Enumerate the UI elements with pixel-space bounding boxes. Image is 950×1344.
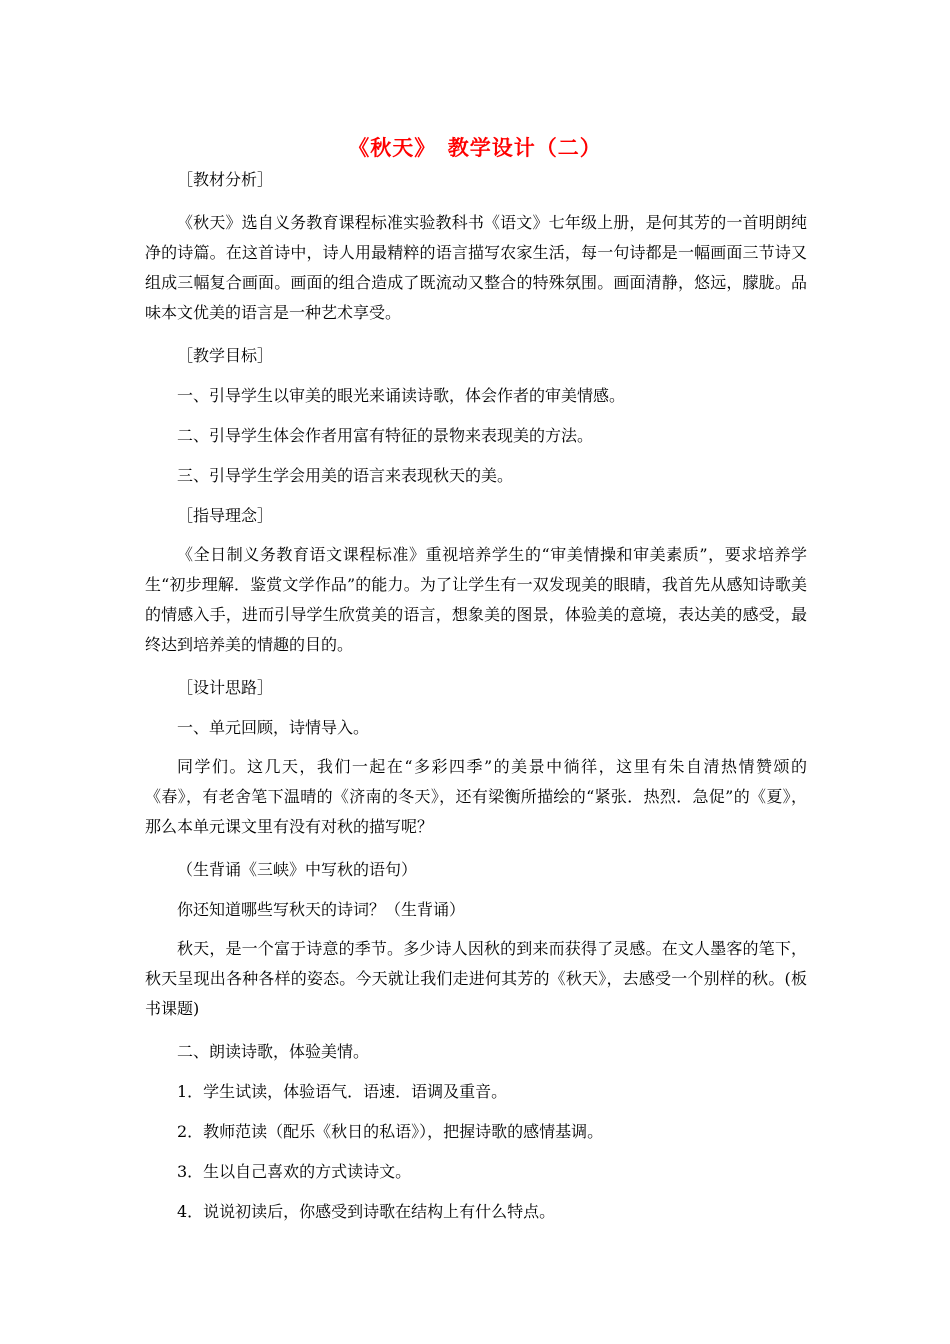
design-step-title: 二、朗读诗歌，体验美情。: [177, 1042, 370, 1061]
design-paragraph: 秋天，是一个富于诗意的季节。多少诗人因秋的到来而获得了灵感。在文人墨客的笔下，秋天呈现出各种各样的姿态。今天就让我们走进何其芳的《秋天》，去感受一个别样的秋。(板书课题): [145, 939, 807, 1018]
teaching-goal-item: 三、引导学生学会用美的语言来表现秋天的美。: [177, 466, 514, 485]
design-paragraph: 同学们。这几天，我们一起在“多彩四季”的美景中徜徉，这里有朱自清热情赞颂的《春》，有老舍笔下温晴的《济南的冬天》，还有梁衡所描绘的“紧张．热烈．急促”的《夏》，那么本单元课文里有没有对秋的描写呢？: [145, 757, 807, 836]
section-heading-design-approach: ［设计思路］: [177, 678, 274, 697]
document-body: [145, 164, 807, 1236]
design-question: 你还知道哪些写秋天的诗词？（生背诵）: [177, 900, 466, 919]
teaching-goal-item: 一、引导学生以审美的眼光来诵读诗歌，体会作者的审美情感。: [177, 386, 626, 405]
section-heading-textbook-analysis: ［教材分析］: [177, 170, 274, 189]
design-note: （生背诵《三峡》中写秋的语句）: [177, 860, 418, 879]
guiding-concept-paragraph: 《全日制义务教育语文课程标准》重视培养学生的“审美情操和审美素质”，要求培养学生“初步理解．鉴赏文学作品”的能力。为了让学生有一双发现美的眼睛，我首先从感知诗歌美的情感入手，进而引导学生欣赏美的语言，想象美的图景，体验美的意境，表达美的感受，最终达到培养美的情趣的目的。: [145, 545, 807, 654]
section-heading-guiding-concept: ［指导理念］: [177, 506, 274, 525]
section-heading-teaching-goals: ［教学目标］: [177, 346, 274, 365]
document-title: 《秋天》 教学设计（二）: [348, 135, 602, 160]
reading-step-item: 2．教师范读（配乐《秋日的私语》），把握诗歌的感情基调。: [177, 1122, 604, 1141]
reading-step-item: 4．说说初读后，你感受到诗歌在结构上有什么特点。: [177, 1202, 556, 1221]
reading-step-item: 3．生以自己喜欢的方式读诗文。: [177, 1162, 412, 1181]
teaching-goal-item: 二、引导学生体会作者用富有特征的景物来表现美的方法。: [177, 426, 594, 445]
reading-step-item: 1．学生试读，体验语气．语速．语调及重音。: [177, 1082, 508, 1101]
design-step-title: 一、单元回顾，诗情导入。: [177, 718, 370, 737]
textbook-analysis-paragraph: 《秋天》选自义务教育课程标准实验教科书《语文》七年级上册，是何其芳的一首明朗纯净的诗篇。在这首诗中，诗人用最精粹的语言描写农家生活，每一句诗都是一幅画面三节诗又组成三幅复合画面。画面的组合造成了既流动又整合的特殊氛围。画面清静，悠远，朦胧。品味本文优美的语言是一种艺术享受。: [145, 213, 807, 322]
